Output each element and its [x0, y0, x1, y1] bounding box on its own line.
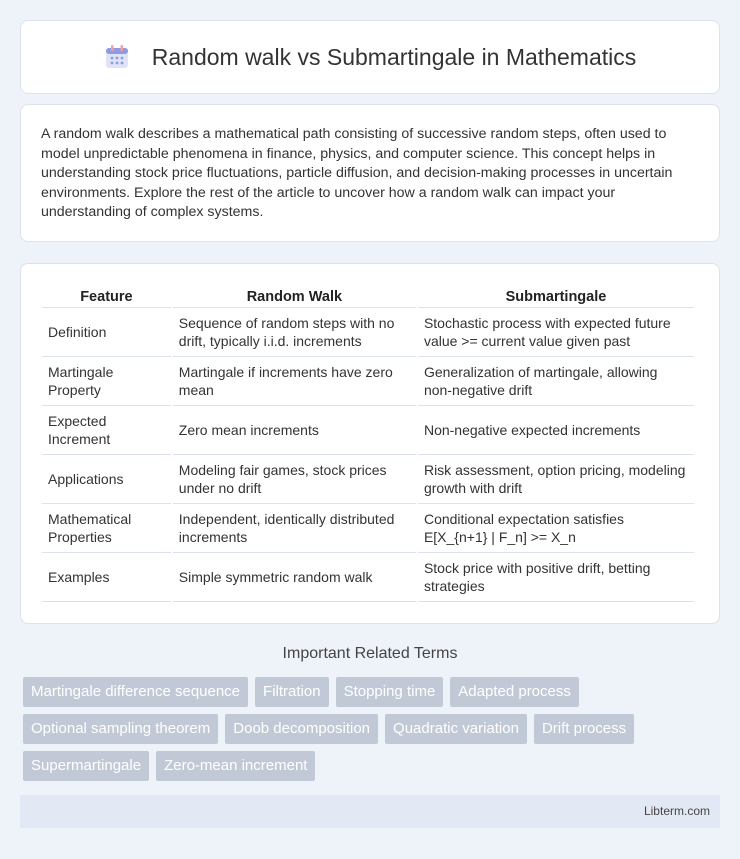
row-submartingale: Stock price with positive drift, betting strategies	[418, 553, 694, 602]
related-term-tag[interactable]: Martingale difference sequence	[23, 677, 248, 707]
footer	[20, 795, 720, 828]
row-submartingale: Risk assessment, option pricing, modeling growth with drift	[418, 455, 694, 504]
row-random-walk: Modeling fair games, stock prices under no drift	[173, 455, 416, 504]
header-card	[20, 20, 720, 94]
row-feature: Martingale Property	[42, 357, 171, 406]
intro-text: A random walk describes a mathematical path consisting of successive random steps, often used to model unpredictable phenomena in finance, physics, and computer science. This concept helps in understanding stock price fluctuations, particle diffusion, and decision-making processes in uncertain environments. Explore the rest of the article to uncover how a random walk can impact your understanding of complex systems.	[41, 126, 673, 220]
row-submartingale: Generalization of martingale, allowing non-negative drift	[418, 357, 694, 406]
table-row	[42, 504, 694, 553]
related-term-tag[interactable]: Supermartingale	[23, 751, 149, 781]
related-terms-title: Important Related Terms	[282, 645, 458, 662]
row-feature: Mathematical Properties	[42, 504, 171, 553]
related-term-tag[interactable]: Drift process	[534, 714, 634, 744]
comparison-card	[20, 263, 720, 624]
page-title: Random walk vs Submartingale in Mathematics	[151, 43, 637, 70]
table-row	[42, 406, 694, 455]
row-random-walk: Martingale if increments have zero mean	[173, 357, 416, 406]
row-random-walk: Zero mean increments	[173, 406, 416, 455]
related-term-tag[interactable]: Zero-mean increment	[156, 751, 315, 781]
table-row	[42, 553, 694, 602]
header-feature: Feature	[42, 284, 171, 308]
row-random-walk: Sequence of random steps with no drift, typically i.i.d. increments	[173, 308, 416, 357]
table-row	[42, 455, 694, 504]
related-term-tag[interactable]: Optional sampling theorem	[23, 714, 218, 744]
related-term-tag[interactable]: Doob decomposition	[225, 714, 378, 744]
row-feature: Applications	[42, 455, 171, 504]
comparison-table	[40, 284, 696, 602]
related-term-tag[interactable]: Adapted process	[450, 677, 579, 707]
related-term-tag[interactable]: Stopping time	[336, 677, 444, 707]
header-submartingale: Submartingale	[418, 284, 694, 308]
row-random-walk: Independent, identically distributed increments	[173, 504, 416, 553]
table-row	[42, 357, 694, 406]
related-term-tag[interactable]: Filtration	[255, 677, 329, 707]
related-term-tag[interactable]: Quadratic variation	[385, 714, 527, 744]
table-row	[42, 308, 694, 357]
footer-site-link[interactable]: Libterm.com	[643, 804, 710, 818]
table-header-row	[42, 284, 694, 308]
row-feature: Examples	[42, 553, 171, 602]
row-feature: Definition	[42, 308, 171, 357]
row-feature: Expected Increment	[42, 406, 171, 455]
row-submartingale: Conditional expectation satisfies E[X_{n+1} | F_n] >= X_n	[418, 504, 694, 553]
row-random-walk: Simple symmetric random walk	[173, 553, 416, 602]
related-terms-list	[23, 677, 723, 788]
row-submartingale: Stochastic process with expected future value >= current value given past	[418, 308, 694, 357]
row-submartingale: Non-negative expected increments	[418, 406, 694, 455]
header-random-walk: Random Walk	[173, 284, 416, 308]
intro-card	[20, 104, 720, 242]
calendar-icon	[104, 44, 130, 70]
